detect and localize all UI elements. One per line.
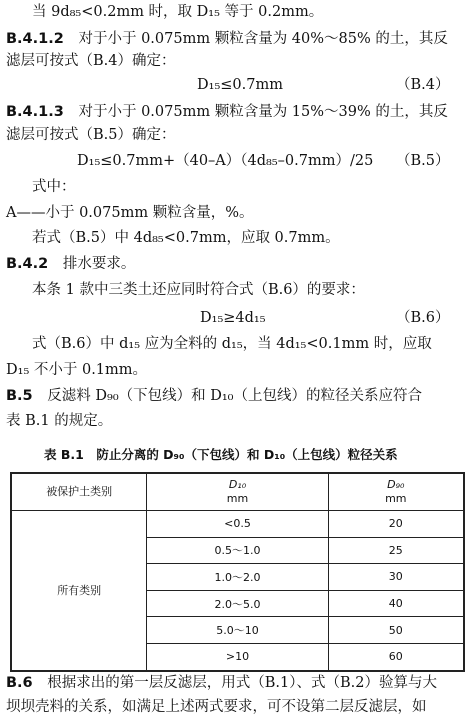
header-d10-symbol: D₁₀: [228, 478, 247, 491]
d10-cell: 0.5～1.0: [147, 537, 328, 564]
clause-text: 对于小于 0.075mm 颗粒含量为 40%～85% 的土，其反: [78, 31, 448, 47]
d90-cell: 30: [328, 564, 464, 591]
text-line: 滤层可按式（B.5）确定：: [6, 127, 176, 143]
header-d90-unit: mm: [385, 492, 407, 505]
formula-b4: D₁₅≤0.7mm: [197, 77, 283, 93]
table-header-row: [11, 473, 464, 511]
clause-line: [6, 387, 422, 405]
d90-cell: 50: [328, 617, 464, 644]
clause-line: [6, 255, 135, 273]
text-line: A——小于 0.075mm 颗粒含量，%。: [6, 205, 254, 221]
text-line: 若式（B.5）中 4d₈₅<0.7mm，应取 0.7mm。: [32, 230, 340, 246]
header-d10-unit: mm: [226, 492, 249, 505]
clause-line: [6, 30, 448, 48]
formula-tag: （B.4）: [396, 77, 450, 93]
clause-number: B.4.1.3: [6, 104, 64, 120]
text-line: 坝坝壳料的关系，如满足上述两式要求，可不设第二层反滤层，如: [6, 699, 427, 715]
text-line: 表 B.1 的规定。: [6, 413, 113, 429]
text-line: 式中：: [32, 179, 76, 195]
d90-cell: 25: [328, 537, 464, 564]
d90-cell: 20: [328, 511, 464, 538]
text-line: 式（B.6）中 d₁₅ 应为全料的 d₁₅，当 4d₁₅<0.1mm 时，应取: [32, 336, 432, 352]
clause-line: [6, 103, 448, 121]
header-d90-symbol: D₉₀: [387, 478, 405, 491]
formula-tag: （B.6）: [396, 310, 450, 326]
category-cell: 所有类别: [11, 511, 147, 671]
clause-number: B.4.2: [6, 256, 49, 272]
header-d90: [328, 473, 464, 511]
formula-tag: （B.5）: [396, 153, 450, 169]
d90-cell: 60: [328, 643, 464, 670]
header-d10: [147, 473, 328, 511]
d10-cell: <0.5: [147, 511, 328, 538]
clause-number: B.4.1.2: [6, 31, 64, 47]
formula-b6: D₁₅≥4d₁₅: [200, 310, 266, 326]
table-row: [11, 511, 464, 538]
header-category: 被保护土类别: [11, 473, 147, 511]
clause-text: 根据求出的第一层反滤层，用式（B.1）、式（B.2）验算与大: [47, 675, 437, 691]
clause-number: B.5: [6, 388, 33, 404]
clause-number: B.6: [6, 675, 33, 691]
clause-text: 排水要求。: [62, 256, 136, 272]
grain-size-table: [10, 472, 465, 672]
text-line: 本条 1 款中三类土还应同时符合式（B.6）的要求：: [32, 282, 365, 298]
clause-text: 反滤料 D₉₀（下包线）和 D₁₀（上包线）的粒径关系应符合: [47, 388, 422, 404]
d10-cell: 2.0～5.0: [147, 590, 328, 617]
table-title: 表 B.1 防止分离的 D₉₀（下包线）和 D₁₀（上包线）粒径关系: [44, 447, 398, 462]
d10-cell: 5.0～10: [147, 617, 328, 644]
d10-cell: >10: [147, 643, 328, 670]
formula-b5: D₁₅≤0.7mm+（40–A）（4d₈₅–0.7mm）/25: [77, 153, 374, 169]
clause-text: 对于小于 0.075mm 颗粒含量为 15%～39% 的土，其反: [78, 104, 448, 120]
clause-line: [6, 674, 437, 692]
d90-cell: 40: [328, 590, 464, 617]
text-line: D₁₅ 不小于 0.1mm。: [6, 362, 148, 378]
text-line: 滤层可按式（B.4）确定：: [6, 53, 176, 69]
d10-cell: 1.0～2.0: [147, 564, 328, 591]
text-line: 当 9d₈₅<0.2mm 时，取 D₁₅ 等于 0.2mm。: [32, 4, 324, 20]
